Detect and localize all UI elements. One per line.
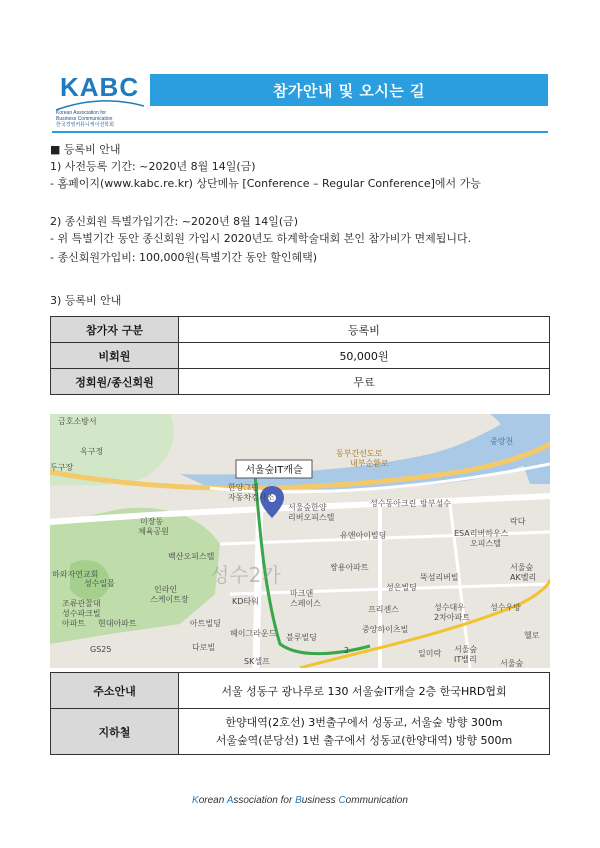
map-label: 미장동: [140, 517, 164, 526]
map-label: 락다: [510, 517, 526, 526]
map-label: 헤이그라운드: [230, 629, 277, 638]
map-label: 성수일몰: [84, 579, 115, 588]
map-label: 조류관찰대: [62, 599, 101, 608]
item2-desc2: - 종신회원가입비: 100,000원(특별기간 동안 할인혜택): [50, 251, 317, 264]
map-label: 2차아파트: [434, 613, 471, 622]
map-label: 인라인: [154, 585, 178, 594]
map-label: 마크앤: [290, 589, 314, 598]
table-row: [51, 343, 550, 369]
table-row: [51, 317, 550, 343]
map-label: 자동차검사소: [228, 493, 275, 502]
map-label: 내부순환로: [350, 459, 389, 468]
address-value: 서울 성동구 광나루로 130 서울숲IT캐슬 2층 한국HRD협회: [179, 673, 550, 709]
pin-label: 서울숲IT캐슬: [245, 465, 303, 476]
map-label: 아트빌딩: [190, 619, 221, 628]
map-label: AK벨리: [510, 573, 537, 582]
map-label: KD타워: [232, 597, 259, 606]
map-label: 일미락: [418, 649, 442, 658]
map-label: 동부간선도로: [336, 449, 383, 458]
title-divider: [52, 131, 548, 133]
map-label: 프리센스: [368, 605, 399, 614]
map-label: 금호소방서: [58, 417, 97, 426]
map-label: IT밸리: [454, 655, 477, 664]
fee-value-cell: 무료: [179, 369, 550, 395]
map-district-label: 성수2가: [210, 563, 281, 587]
map-label: 블루빌딩: [286, 633, 317, 642]
map-label: 옥구정: [80, 447, 104, 456]
map-label: 서울숲: [500, 659, 524, 668]
table-row: [51, 369, 550, 395]
map-label: 서울숲: [454, 645, 478, 654]
map-label: 중앙하이츠빌: [362, 625, 409, 634]
map-label: 리버오피스텔: [288, 513, 335, 522]
fee-type-cell: 정회원/종신회원: [51, 369, 179, 395]
address-label: 주소안내: [51, 673, 179, 709]
footer-association-name: Korean Association for Business Communication: [192, 795, 408, 806]
map-label: 유앤아이빌딩: [340, 531, 387, 540]
map-label: 헬로: [524, 631, 540, 640]
kabc-logo: [52, 72, 148, 130]
map-label: 오피스텔: [470, 539, 501, 548]
map-label: 두구장: [50, 463, 74, 472]
fee-col-fee-header: 등록비: [179, 317, 550, 343]
section-heading: ■ 등록비 안내: [50, 143, 121, 156]
map-label: 쌍용아파트: [330, 563, 369, 572]
map-label: 뚝섬리버빌: [420, 573, 459, 582]
map-label: 성수동아크린: [370, 499, 417, 508]
map-label: 중랑천: [490, 437, 514, 446]
fee-col-type-header: 참가자 구분: [51, 317, 179, 343]
map-label: 성수우방: [490, 603, 521, 612]
item2-desc1: - 위 특별기간 동안 종신회원 가입시 2020년도 하계학술대회 본인 참가비가 면제됩니다.: [50, 232, 472, 245]
map-label: SK셀프: [244, 657, 270, 666]
subway-value: [179, 709, 550, 755]
location-pin-icon: [260, 486, 284, 518]
map-label: 서울숲한양: [288, 503, 327, 512]
subway-route-2: 서울숲역(분당선) 1번 출구에서 성동교(한양대역) 방향 500m: [215, 733, 513, 747]
map-graphic: [50, 414, 550, 668]
location-map[interactable]: [50, 414, 550, 668]
logo-subtitle: Korean Association for Business Communication 한국경영커뮤니케이션학회: [56, 110, 114, 128]
map-label: 방부성수: [420, 499, 451, 508]
item2-title: 2) 종신회원 특별가입기간: ~2020년 8월 14일(금): [50, 215, 299, 228]
item3-title: 3) 등록비 안내: [50, 294, 122, 307]
map-label: 아파트: [62, 619, 86, 628]
table-row: [51, 673, 550, 709]
map-label: 성수대우: [434, 603, 465, 612]
fee-value-cell: 50,000원: [179, 343, 550, 369]
logo-wordmark: KABC: [60, 72, 140, 102]
map-label: 하와자연교회: [52, 570, 99, 579]
subway-label: 지하철: [51, 709, 179, 755]
map-label: 체육공원: [138, 527, 169, 536]
map-label: 2: [344, 646, 350, 655]
page-title: 참가안내 및 오시는 길: [150, 74, 548, 106]
map-label: ESA리버하우스: [454, 529, 509, 538]
address-table: [50, 672, 550, 755]
map-label: 성수파크빌: [62, 609, 101, 618]
map-label: 한양그린: [228, 483, 259, 492]
map-label: 백산오피스텔: [168, 552, 215, 561]
map-label: 서울숲: [510, 563, 534, 572]
table-row: [51, 709, 550, 755]
map-label: GS25: [90, 645, 112, 654]
fee-type-cell: 비회원: [51, 343, 179, 369]
fee-table: [50, 316, 550, 395]
map-label: 스페이스: [290, 599, 321, 608]
map-label: 스케이트장: [150, 595, 189, 604]
item1-title: 1) 사전등록 기간: ~2020년 8월 14일(금): [50, 160, 256, 173]
item1-desc: - 홈페이지(www.kabc.re.kr) 상단메뉴 [Conference – Regular Conference]에서 가능: [50, 177, 481, 190]
subway-route-1: 한양대역(2호선) 3번출구에서 성동교, 서울숲 방향 300m: [225, 715, 503, 729]
map-label: 성은빌딩: [386, 583, 417, 592]
map-label: 현대아파트: [98, 619, 137, 628]
map-label: 다로빌: [192, 643, 216, 652]
